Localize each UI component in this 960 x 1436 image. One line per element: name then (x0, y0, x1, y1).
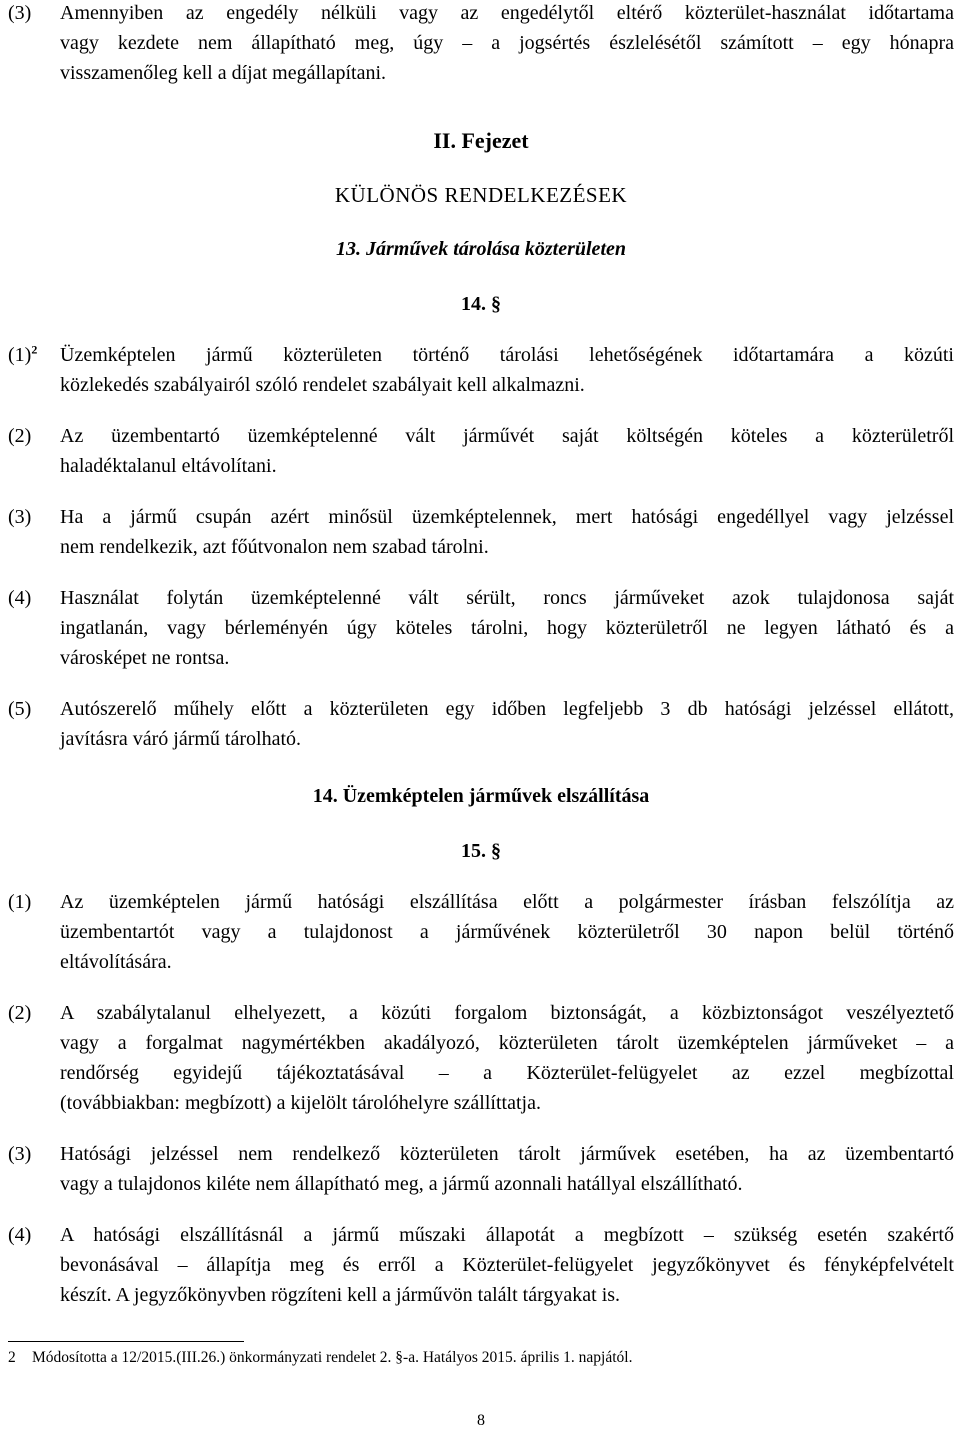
intro-paragraph (8, 0, 954, 88)
text-line: Autószerelő műhely előtt a közterületen egy időben legfeljebb 3 db hatósági jelzéssel ellátott, (60, 698, 954, 720)
paragraph-text (60, 340, 954, 400)
text-line: Az üzemképtelen jármű hatósági elszállítása előtt a polgármester írásban felszólítja az (60, 891, 954, 913)
paragraph (8, 1220, 954, 1310)
paragraph-number: (2) (8, 425, 32, 447)
paragraph-number: (1) (8, 891, 32, 913)
footnote (8, 1347, 954, 1369)
footnote-divider (8, 1341, 244, 1342)
text-line: készít. A jegyzőkönyvben rögzíteni kell a járművön talált tárgyakat is. (60, 1284, 621, 1306)
paragraph (8, 340, 954, 400)
paragraph (8, 998, 954, 1118)
paragraph-text (60, 0, 954, 88)
paragraph-number: (3) (8, 2, 32, 24)
paragraph (8, 887, 954, 977)
paragraph-number: (4) (8, 587, 32, 609)
paragraph (8, 1139, 954, 1199)
paragraph-number (8, 340, 60, 400)
text-line: nem rendelkezik, azt főútvonalon nem szabad tárolni. (60, 536, 489, 558)
paragraph-text (60, 887, 954, 977)
text-line: eltávolítására. (60, 951, 172, 973)
paragraph-text (60, 998, 954, 1118)
paragraph-text (60, 1220, 954, 1310)
text-line: A szabálytalanul elhelyezett, a közúti forgalom biztonságát, a közbiztonságot veszélyeztető (60, 1002, 954, 1024)
text-line: közlekedés szabályairól szóló rendelet szabályait kell alkalmazni. (60, 374, 585, 396)
text-line: Az üzembentartó üzemképtelenné vált járművét saját költségén köteles a közterületről (60, 425, 954, 447)
article-number: 15. § (461, 840, 501, 862)
text-line: vagy kezdete nem állapítható meg, úgy – a jogsértés észlelésétől számított – egy hónapra (60, 32, 954, 54)
paragraph-text (60, 1139, 954, 1199)
paragraph-text (60, 502, 954, 562)
text-line: javításra váró jármű tárolható. (60, 728, 302, 750)
page-number: 8 (477, 1412, 485, 1429)
text-line: Üzemképtelen jármű közterületen történő tárolási lehetőségének időtartamára a közúti (60, 344, 954, 366)
paragraph-number-text: (1) (8, 344, 32, 366)
text-line: Ha a jármű csupán azért minősül üzemképtelennek, mert hatósági engedéllyel vagy jelzéssel (60, 506, 954, 528)
text-line: Amennyiben az engedély nélküli vagy az engedélytől eltérő közterület-használat időtartama (60, 2, 954, 24)
paragraph (8, 421, 954, 481)
text-line: ingatlanán, vagy bérleményén úgy köteles tárolni, hogy közterületről ne legyen látható és a (60, 617, 954, 639)
paragraph-number: (3) (8, 1143, 32, 1165)
footnote-text: Módosította a 12/2015.(III.26.) önkormányzati rendelet 2. §-a. Hatályos 2015. április 1. napjától. (32, 1349, 633, 1366)
footnote-number: 2 (8, 1349, 16, 1366)
paragraph (8, 694, 954, 754)
paragraph-number: (2) (8, 1002, 32, 1024)
text-line: vagy a tulajdonos kiléte nem állapítható meg, a jármű azonnali hatállyal elszállítható. (60, 1173, 743, 1195)
text-line: Használat folytán üzemképtelenné vált sérült, roncs járműveket azok tulajdonosa saját (60, 587, 954, 609)
text-line: haladéktalanul eltávolítani. (60, 455, 277, 477)
paragraph-text (60, 694, 954, 754)
text-line: (továbbiakban: megbízott) a kijelölt tárolóhelyre szállíttatja. (60, 1092, 541, 1114)
paragraph-number: (4) (8, 1224, 32, 1246)
text-line: visszamenőleg kell a díjat megállapítani. (60, 62, 387, 84)
paragraph (8, 583, 954, 673)
paragraph-text (60, 583, 954, 673)
text-line: városképet ne rontsa. (60, 647, 230, 669)
section-title: 13. Járművek tárolása közterületen (335, 238, 626, 260)
text-line: üzembentartót vagy a tulajdonost a járművének közterületről 30 napon belül történő (60, 921, 954, 943)
chapter-subtitle: KÜLÖNÖS RENDELKEZÉSEK (334, 183, 628, 207)
section-title: 14. Üzemképtelen járművek elszállítása (312, 785, 650, 807)
chapter-title: II. Fejezet (433, 128, 529, 153)
paragraph-text (60, 421, 954, 481)
text-line: bevonásával – állapítja meg és erről a Közterület-felügyelet jegyzőkönyvet és fényképfelvételt (60, 1254, 954, 1276)
paragraph (8, 502, 954, 562)
text-line: A hatósági elszállításnál a jármű műszaki állapotát a megbízott – szükség esetén szakértő (60, 1224, 954, 1246)
paragraph-number: (5) (8, 698, 32, 720)
text-line: Hatósági jelzéssel nem rendelkező közterületen tárolt járművek esetében, ha az üzembentartó (60, 1143, 954, 1165)
text-line: rendőrség egyidejű tájékoztatásával – a Közterület-felügyelet az ezzel megbízottal (60, 1062, 954, 1084)
article-number: 14. § (461, 293, 501, 315)
footnote-reference[interactable]: 2 (31, 342, 38, 357)
paragraph-number: (3) (8, 506, 32, 528)
text-line: vagy a forgalmat nagymértékben akadályozó, közterületen tárolt üzemképtelen járműveket – a (60, 1032, 954, 1054)
